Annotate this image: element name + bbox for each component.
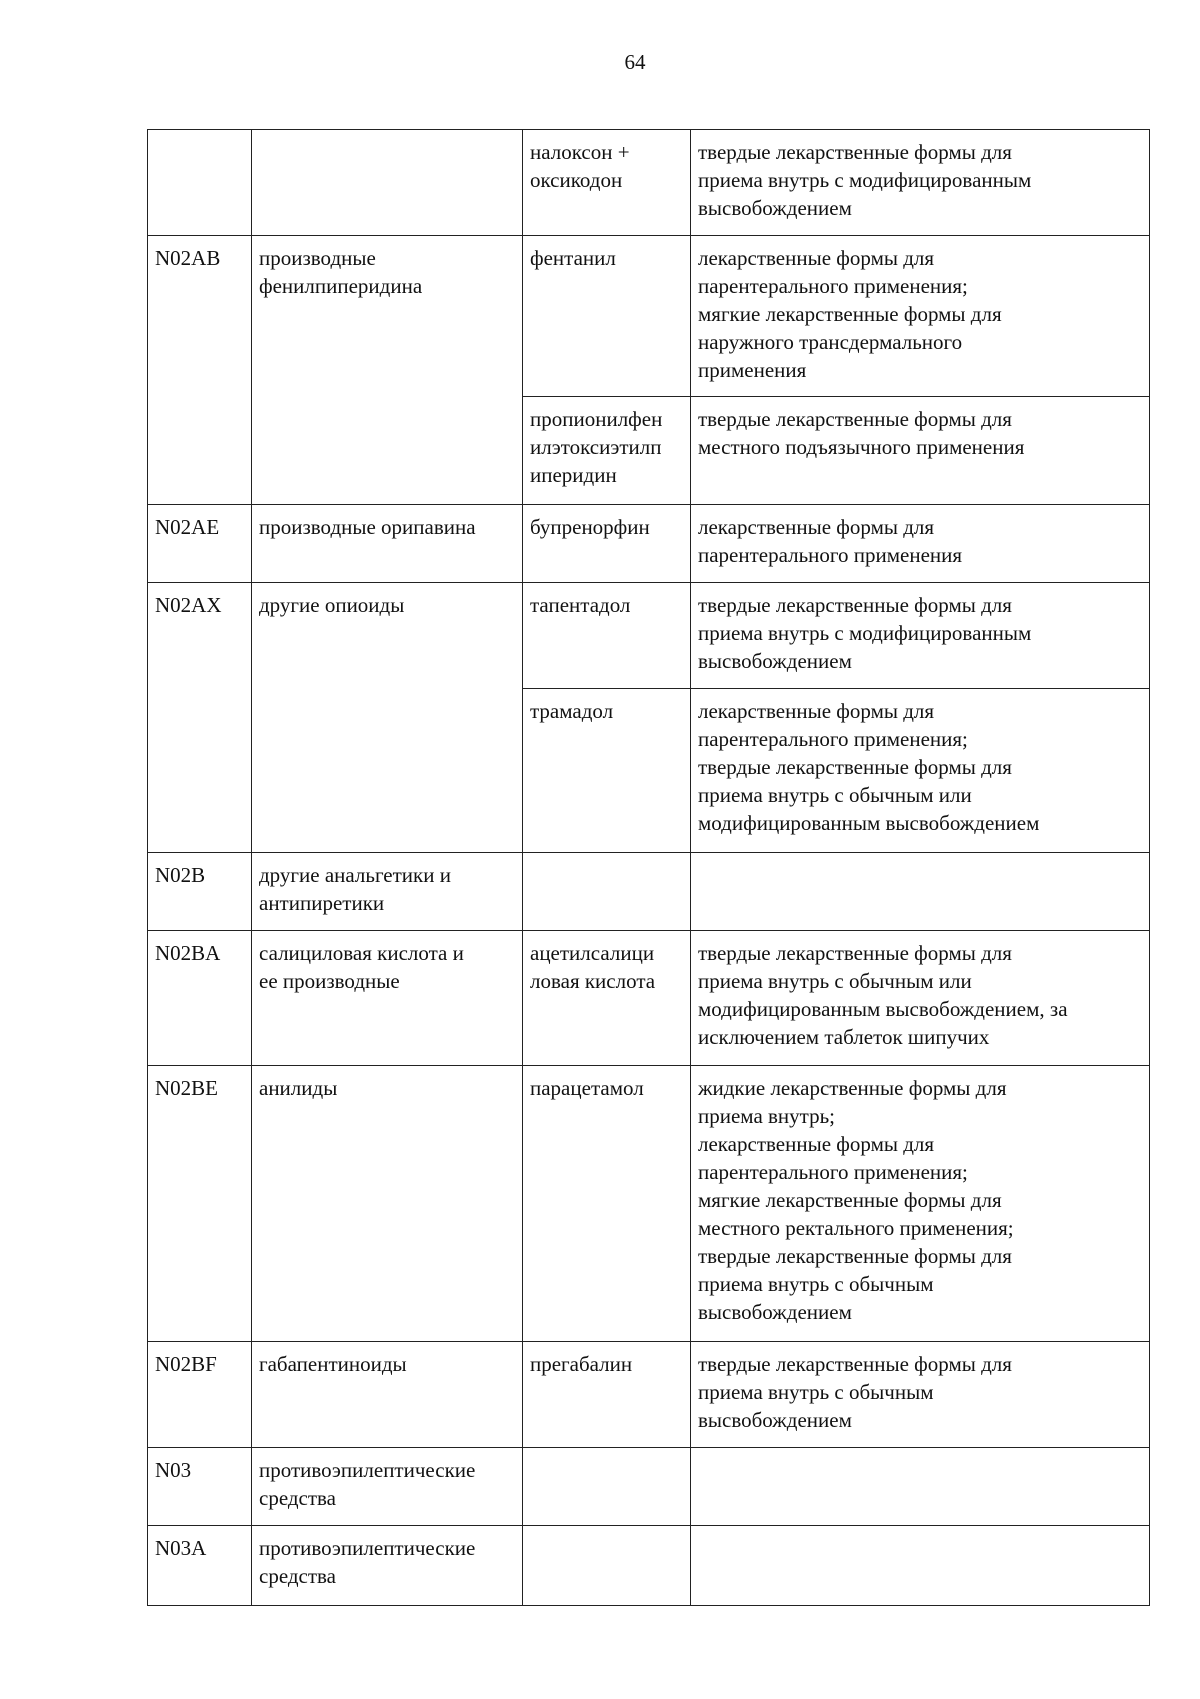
group-cell: производные орипавина — [252, 505, 523, 583]
table-row — [148, 853, 1150, 931]
group-cell: габапентиноиды — [252, 1342, 523, 1448]
group-cell: салициловая кислота и ее производные — [252, 931, 523, 1066]
form-cell: твердые лекарственные формы для местного подъязычного применения — [691, 397, 1150, 505]
drug-cell: пропионилфен илэтоксиэтилп иперидин — [523, 397, 691, 505]
table-row — [148, 236, 1150, 397]
form-cell — [691, 1448, 1150, 1526]
drug-cell: бупренорфин — [523, 505, 691, 583]
atc-code-cell: N02BE — [148, 1066, 252, 1342]
form-cell: лекарственные формы для парентерального применения — [691, 505, 1150, 583]
form-cell: лекарственные формы для парентерального применения; мягкие лекарственные формы для наружного трансдермального применения — [691, 236, 1150, 397]
table-row — [148, 505, 1150, 583]
drug-cell — [523, 1448, 691, 1526]
atc-code-cell: N02AX — [148, 583, 252, 853]
table-row — [148, 1342, 1150, 1448]
table-row — [148, 1526, 1150, 1606]
table-row — [148, 931, 1150, 1066]
group-cell: противоэпилептические средства — [252, 1448, 523, 1526]
drug-cell — [523, 1526, 691, 1606]
atc-code-cell: N03A — [148, 1526, 252, 1606]
atc-code-cell: N02AE — [148, 505, 252, 583]
table-row — [148, 583, 1150, 689]
drug-cell: прегабалин — [523, 1342, 691, 1448]
form-cell: твердые лекарственные формы для приема внутрь с обычным или модифицированным высвобождением, за исключением таблеток шипучих — [691, 931, 1150, 1066]
group-cell: другие опиоиды — [252, 583, 523, 853]
drug-cell: ацетилсалици ловая кислота — [523, 931, 691, 1066]
atc-code-cell: N02BA — [148, 931, 252, 1066]
group-cell: производные фенилпиперидина — [252, 236, 523, 505]
table-row — [148, 1066, 1150, 1342]
atc-code-cell: N03 — [148, 1448, 252, 1526]
form-cell: твердые лекарственные формы для приема внутрь с обычным высвобождением — [691, 1342, 1150, 1448]
drug-cell: трамадол — [523, 689, 691, 853]
drug-cell: тапентадол — [523, 583, 691, 689]
group-cell: противоэпилептические средства — [252, 1526, 523, 1606]
atc-code-cell: N02AB — [148, 236, 252, 505]
form-cell: твердые лекарственные формы для приема внутрь с модифицированным высвобождением — [691, 583, 1150, 689]
drug-cell: фентанил — [523, 236, 691, 397]
page-number: 64 — [624, 50, 646, 74]
table-row — [148, 1448, 1150, 1526]
table-row — [148, 130, 1150, 236]
atc-code-cell — [148, 130, 252, 236]
drug-cell — [523, 853, 691, 931]
form-cell: лекарственные формы для парентерального применения; твердые лекарственные формы для приема внутрь с обычным или модифицированным высвобождением — [691, 689, 1150, 853]
drug-cell: парацетамол — [523, 1066, 691, 1342]
form-cell: твердые лекарственные формы для приема внутрь с модифицированным высвобождением — [691, 130, 1150, 236]
drug-cell: налоксон + оксикодон — [523, 130, 691, 236]
atc-code-cell: N02BF — [148, 1342, 252, 1448]
form-cell — [691, 853, 1150, 931]
group-cell: другие анальгетики и антипиретики — [252, 853, 523, 931]
atc-code-cell: N02B — [148, 853, 252, 931]
group-cell — [252, 130, 523, 236]
form-cell — [691, 1526, 1150, 1606]
drug-table — [147, 129, 1150, 1606]
form-cell: жидкие лекарственные формы для приема внутрь; лекарственные формы для парентерального применения; мягкие лекарственные формы для местного ректального применения; твердые лекарственные формы для приема внутрь с обычным высвобождением — [691, 1066, 1150, 1342]
group-cell: анилиды — [252, 1066, 523, 1342]
